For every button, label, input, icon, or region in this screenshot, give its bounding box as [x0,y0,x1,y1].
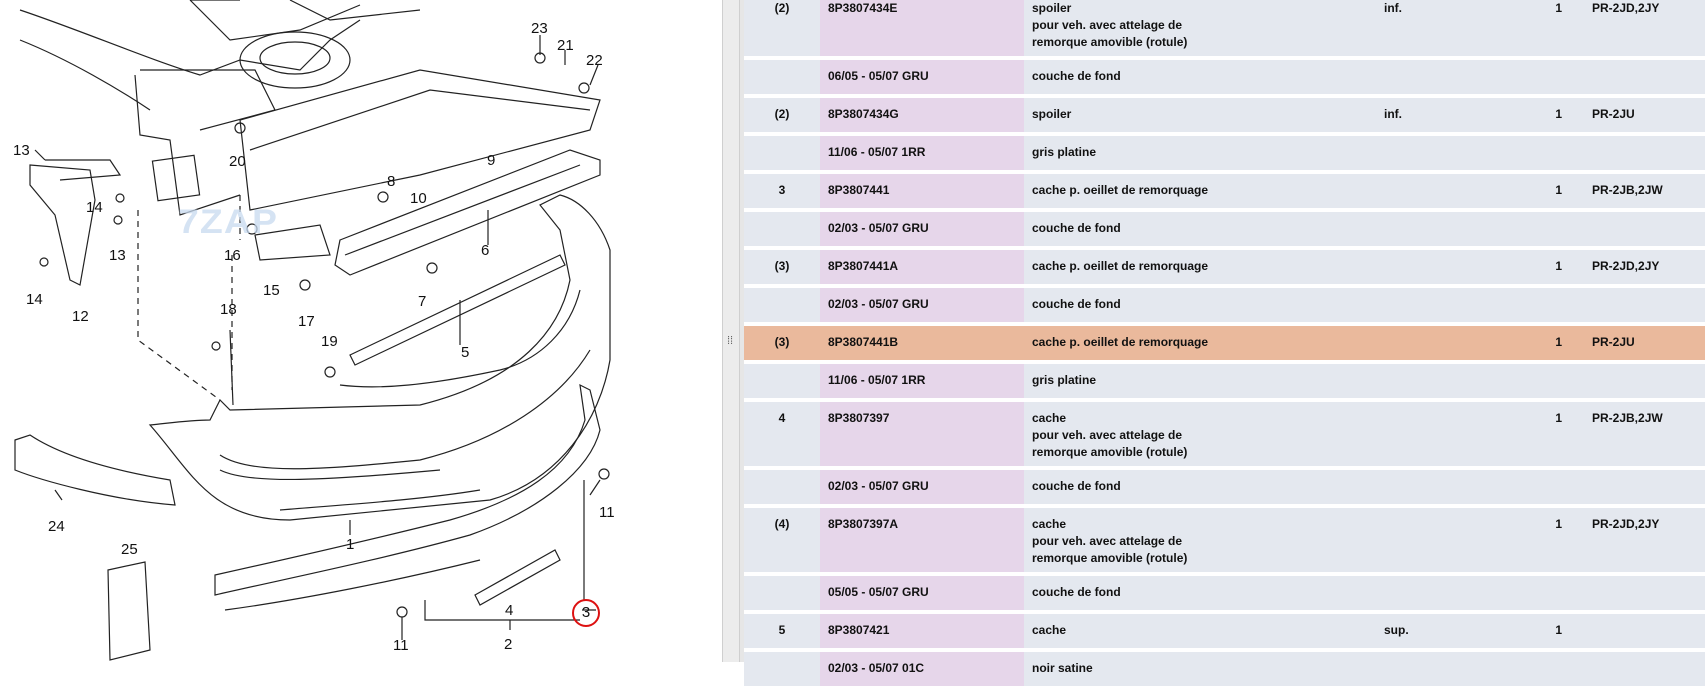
callout-14b[interactable]: 14 [26,291,43,308]
callout-11a[interactable]: 11 [599,504,615,521]
pr-code-cell [1564,614,1705,648]
part-number-cell: 8P3807441 [820,174,1024,208]
remark-cell [1372,326,1522,360]
table-subrow[interactable] [744,136,1705,172]
part-number-cell: 02/03 - 05/07 01C [820,652,1024,686]
pr-code-cell: PR-2JU [1564,326,1705,360]
pr-code-cell: PR-2JU [1564,98,1705,132]
part-number-cell: 05/05 - 05/07 GRU [820,576,1024,610]
pr-code-cell: PR-2JB,2JW [1564,402,1705,466]
quantity-cell [1522,288,1564,322]
callout-3-selected[interactable]: 3 [572,599,600,627]
callout-22[interactable]: 22 [586,52,603,69]
description-cell [1024,60,1372,94]
quantity-cell: 1 [1522,402,1564,466]
part-number-cell: 8P3807397 [820,402,1024,466]
callout-8[interactable]: 8 [387,173,396,190]
description-line: cache p. oeillet de remorquage [1032,259,1209,273]
callout-18[interactable]: 18 [220,301,237,318]
description-line: remorque amovible (rotule) [1032,445,1188,459]
position-cell: (3) [744,250,820,284]
position-cell [744,212,820,246]
description-line: couche de fond [1032,479,1121,493]
description-cell [1024,212,1372,246]
position-cell [744,288,820,322]
pane-splitter[interactable] [722,0,740,662]
position-cell: (2) [744,0,820,56]
callout-7[interactable]: 7 [418,293,427,310]
quantity-cell: 1 [1522,250,1564,284]
description-line: remorque amovible (rotule) [1032,551,1188,565]
position-cell: (2) [744,98,820,132]
quantity-cell: 1 [1522,614,1564,648]
part-number-cell: 8P3807434E [820,0,1024,56]
table-row[interactable] [744,250,1705,286]
pr-code-cell [1564,288,1705,322]
callout-10[interactable]: 10 [410,190,427,207]
description-line: couche de fond [1032,221,1121,235]
table-row[interactable] [744,0,1705,58]
pr-code-cell [1564,136,1705,170]
quantity-cell [1522,470,1564,504]
pr-code-cell: PR-2JD,2JY [1564,0,1705,56]
callout-9[interactable]: 9 [487,152,496,169]
description-cell [1024,250,1372,284]
description-cell [1024,288,1372,322]
description-line: spoiler [1032,107,1072,121]
callout-13a[interactable]: 13 [13,142,30,159]
parts-diagram [0,0,722,662]
part-number-cell: 11/06 - 05/07 1RR [820,136,1024,170]
position-cell [744,652,820,686]
description-line: spoiler [1032,1,1072,15]
remark-cell [1372,174,1522,208]
position-cell: 5 [744,614,820,648]
table-row[interactable] [744,402,1705,468]
grip-dots-icon[interactable]: ⁞⁞ [727,335,734,347]
description-cell [1024,470,1372,504]
remark-cell: sup. [1372,614,1522,648]
position-cell [744,136,820,170]
description-cell [1024,98,1372,132]
pr-code-cell [1564,60,1705,94]
pr-code-cell [1564,470,1705,504]
table-subrow[interactable] [744,364,1705,400]
description-cell [1024,326,1372,360]
table-row[interactable] [744,614,1705,650]
callout-11b[interactable]: 11 [393,637,409,654]
callout-23[interactable]: 23 [531,20,548,37]
part-number-cell: 02/03 - 05/07 GRU [820,288,1024,322]
quantity-cell [1522,136,1564,170]
description-line: cache p. oeillet de remorquage [1032,335,1209,349]
callout-4[interactable]: 4 [505,602,514,619]
callout-6[interactable]: 6 [481,242,490,259]
description-cell [1024,402,1372,466]
remark-cell [1372,136,1522,170]
part-number-cell: 8P3807441A [820,250,1024,284]
callout-1[interactable]: 1 [346,536,355,553]
quantity-cell: 1 [1522,98,1564,132]
description-line: cache [1032,411,1067,425]
table-subrow[interactable] [744,652,1705,688]
pr-code-cell: PR-2JB,2JW [1564,174,1705,208]
description-line: cache [1032,623,1067,637]
description-line: couche de fond [1032,585,1121,599]
description-line: couche de fond [1032,69,1121,83]
part-number-cell: 8P3807441B [820,326,1024,360]
remark-cell: inf. [1372,98,1522,132]
description-cell [1024,364,1372,398]
callout-5[interactable]: 5 [461,344,470,361]
description-line: gris platine [1032,145,1097,159]
position-cell: (4) [744,508,820,572]
remark-cell [1372,576,1522,610]
part-number-cell: 02/03 - 05/07 GRU [820,470,1024,504]
position-cell [744,364,820,398]
callout-25[interactable]: 25 [121,541,138,558]
quantity-cell: 1 [1522,508,1564,572]
part-number-cell: 11/06 - 05/07 1RR [820,364,1024,398]
position-cell [744,470,820,504]
callout-20[interactable]: 20 [229,153,246,170]
position-cell [744,60,820,94]
watermark-text: 7ZAP [178,203,279,241]
pr-code-cell [1564,364,1705,398]
diagram-drawing [0,0,722,662]
remark-cell [1372,288,1522,322]
quantity-cell [1522,652,1564,686]
table-subrow[interactable] [744,576,1705,612]
quantity-cell [1522,60,1564,94]
description-cell [1024,136,1372,170]
quantity-cell: 1 [1522,0,1564,56]
callout-21[interactable]: 21 [557,37,574,54]
pr-code-cell [1564,212,1705,246]
table-row[interactable] [744,508,1705,574]
description-line: remorque amovible (rotule) [1032,35,1188,49]
callout-14a[interactable]: 14 [86,199,103,216]
remark-cell [1372,470,1522,504]
quantity-cell [1522,212,1564,246]
part-number-cell: 8P3807397A [820,508,1024,572]
description-line: pour veh. avec attelage de [1032,18,1183,32]
description-line: couche de fond [1032,297,1121,311]
callout-12[interactable]: 12 [72,308,89,325]
quantity-cell [1522,364,1564,398]
description-cell [1024,576,1372,610]
table-subrow[interactable] [744,288,1705,324]
description-line: cache [1032,517,1067,531]
remark-cell [1372,652,1522,686]
remark-cell [1372,212,1522,246]
part-number-cell: 8P3807434G [820,98,1024,132]
quantity-cell [1522,576,1564,610]
remark-cell [1372,402,1522,466]
callout-19[interactable]: 19 [321,333,338,350]
description-line: noir satine [1032,661,1093,675]
remark-cell [1372,508,1522,572]
position-cell: 3 [744,174,820,208]
pr-code-cell: PR-2JD,2JY [1564,250,1705,284]
description-line: cache p. oeillet de remorquage [1032,183,1209,197]
position-cell [744,576,820,610]
part-number-cell: 06/05 - 05/07 GRU [820,60,1024,94]
pr-code-cell [1564,652,1705,686]
callout-13b[interactable]: 13 [109,247,126,264]
position-cell: 4 [744,402,820,466]
description-line: pour veh. avec attelage de [1032,428,1183,442]
table-row[interactable] [744,98,1705,134]
description-cell [1024,0,1372,56]
callout-2[interactable]: 2 [504,636,513,653]
description-cell [1024,614,1372,648]
callout-15[interactable]: 15 [263,282,280,299]
quantity-cell: 1 [1522,174,1564,208]
pr-code-cell: PR-2JD,2JY [1564,508,1705,572]
remark-cell [1372,250,1522,284]
table-subrow[interactable] [744,60,1705,96]
callout-24[interactable]: 24 [48,518,65,535]
table-subrow[interactable] [744,470,1705,506]
quantity-cell: 1 [1522,326,1564,360]
remark-cell: inf. [1372,0,1522,56]
pr-code-cell [1564,576,1705,610]
table-subrow[interactable] [744,212,1705,248]
remark-cell [1372,364,1522,398]
description-cell [1024,174,1372,208]
table-row[interactable] [744,326,1705,362]
position-cell: (3) [744,326,820,360]
table-row[interactable] [744,174,1705,210]
description-line: pour veh. avec attelage de [1032,534,1183,548]
remark-cell [1372,60,1522,94]
part-number-cell: 8P3807421 [820,614,1024,648]
callout-16[interactable]: 16 [224,247,241,264]
description-cell [1024,652,1372,686]
callout-17[interactable]: 17 [298,313,315,330]
description-cell [1024,508,1372,572]
part-number-cell: 02/03 - 05/07 GRU [820,212,1024,246]
description-line: gris platine [1032,373,1097,387]
parts-table [744,0,1705,675]
